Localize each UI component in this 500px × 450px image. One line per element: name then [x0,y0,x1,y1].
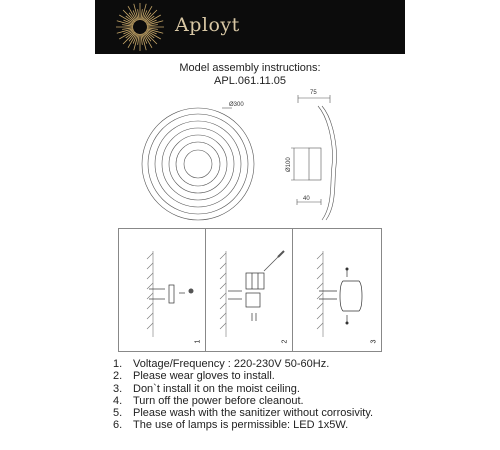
step-panel-2 [205,228,293,352]
diameter-label: Ø300 [229,102,244,108]
step-3-illustration [293,229,383,353]
arrow-up-icon [346,268,349,271]
screwdriver-icon [264,251,284,271]
instruction-item: 4. Turn off the power before cleanout. [113,394,304,407]
step-number: 2 [281,339,289,344]
step-2-illustration [206,229,294,353]
instruction-item: 2. Please wear gloves to install. [113,370,275,383]
screw-icon [189,289,194,294]
terminal-block-icon [228,273,264,321]
mount-diameter-label: Ø100 [286,157,292,172]
step-1-illustration [119,229,207,353]
model-code: APL.061.11.05 [214,75,286,87]
instruction-item: 6. The use of lamps is permissible: LED 1x5W. [113,419,349,432]
mount-depth-label: 40 [303,196,310,202]
wall-hatch-icon [147,251,153,337]
instruction-item: 3. Don`t install it on the moist ceiling. [113,382,300,395]
side-view [291,95,336,220]
arrow-down-icon [346,322,349,325]
step-panel-3 [292,228,382,352]
instruction-item: 5. Please wash with the sanitizer without corrosivity. [113,407,374,420]
brand-name: Aployt [175,14,240,36]
wall-hatch-icon [317,251,323,337]
screw-arrows-icon [149,285,185,303]
front-view [142,108,254,220]
wall-hatch-icon [220,251,226,337]
depth-label: 75 [310,90,317,96]
step-number: 1 [194,339,202,344]
instruction-item: 1. Voltage/Frequency : 220-230V 50-60Hz. [113,358,330,370]
step-number: 3 [370,339,378,344]
lamp-body-icon [319,269,362,323]
document-title: Model assembly instructions: [179,62,321,74]
instruction-list [113,358,373,432]
step-panel-1 [118,228,206,352]
